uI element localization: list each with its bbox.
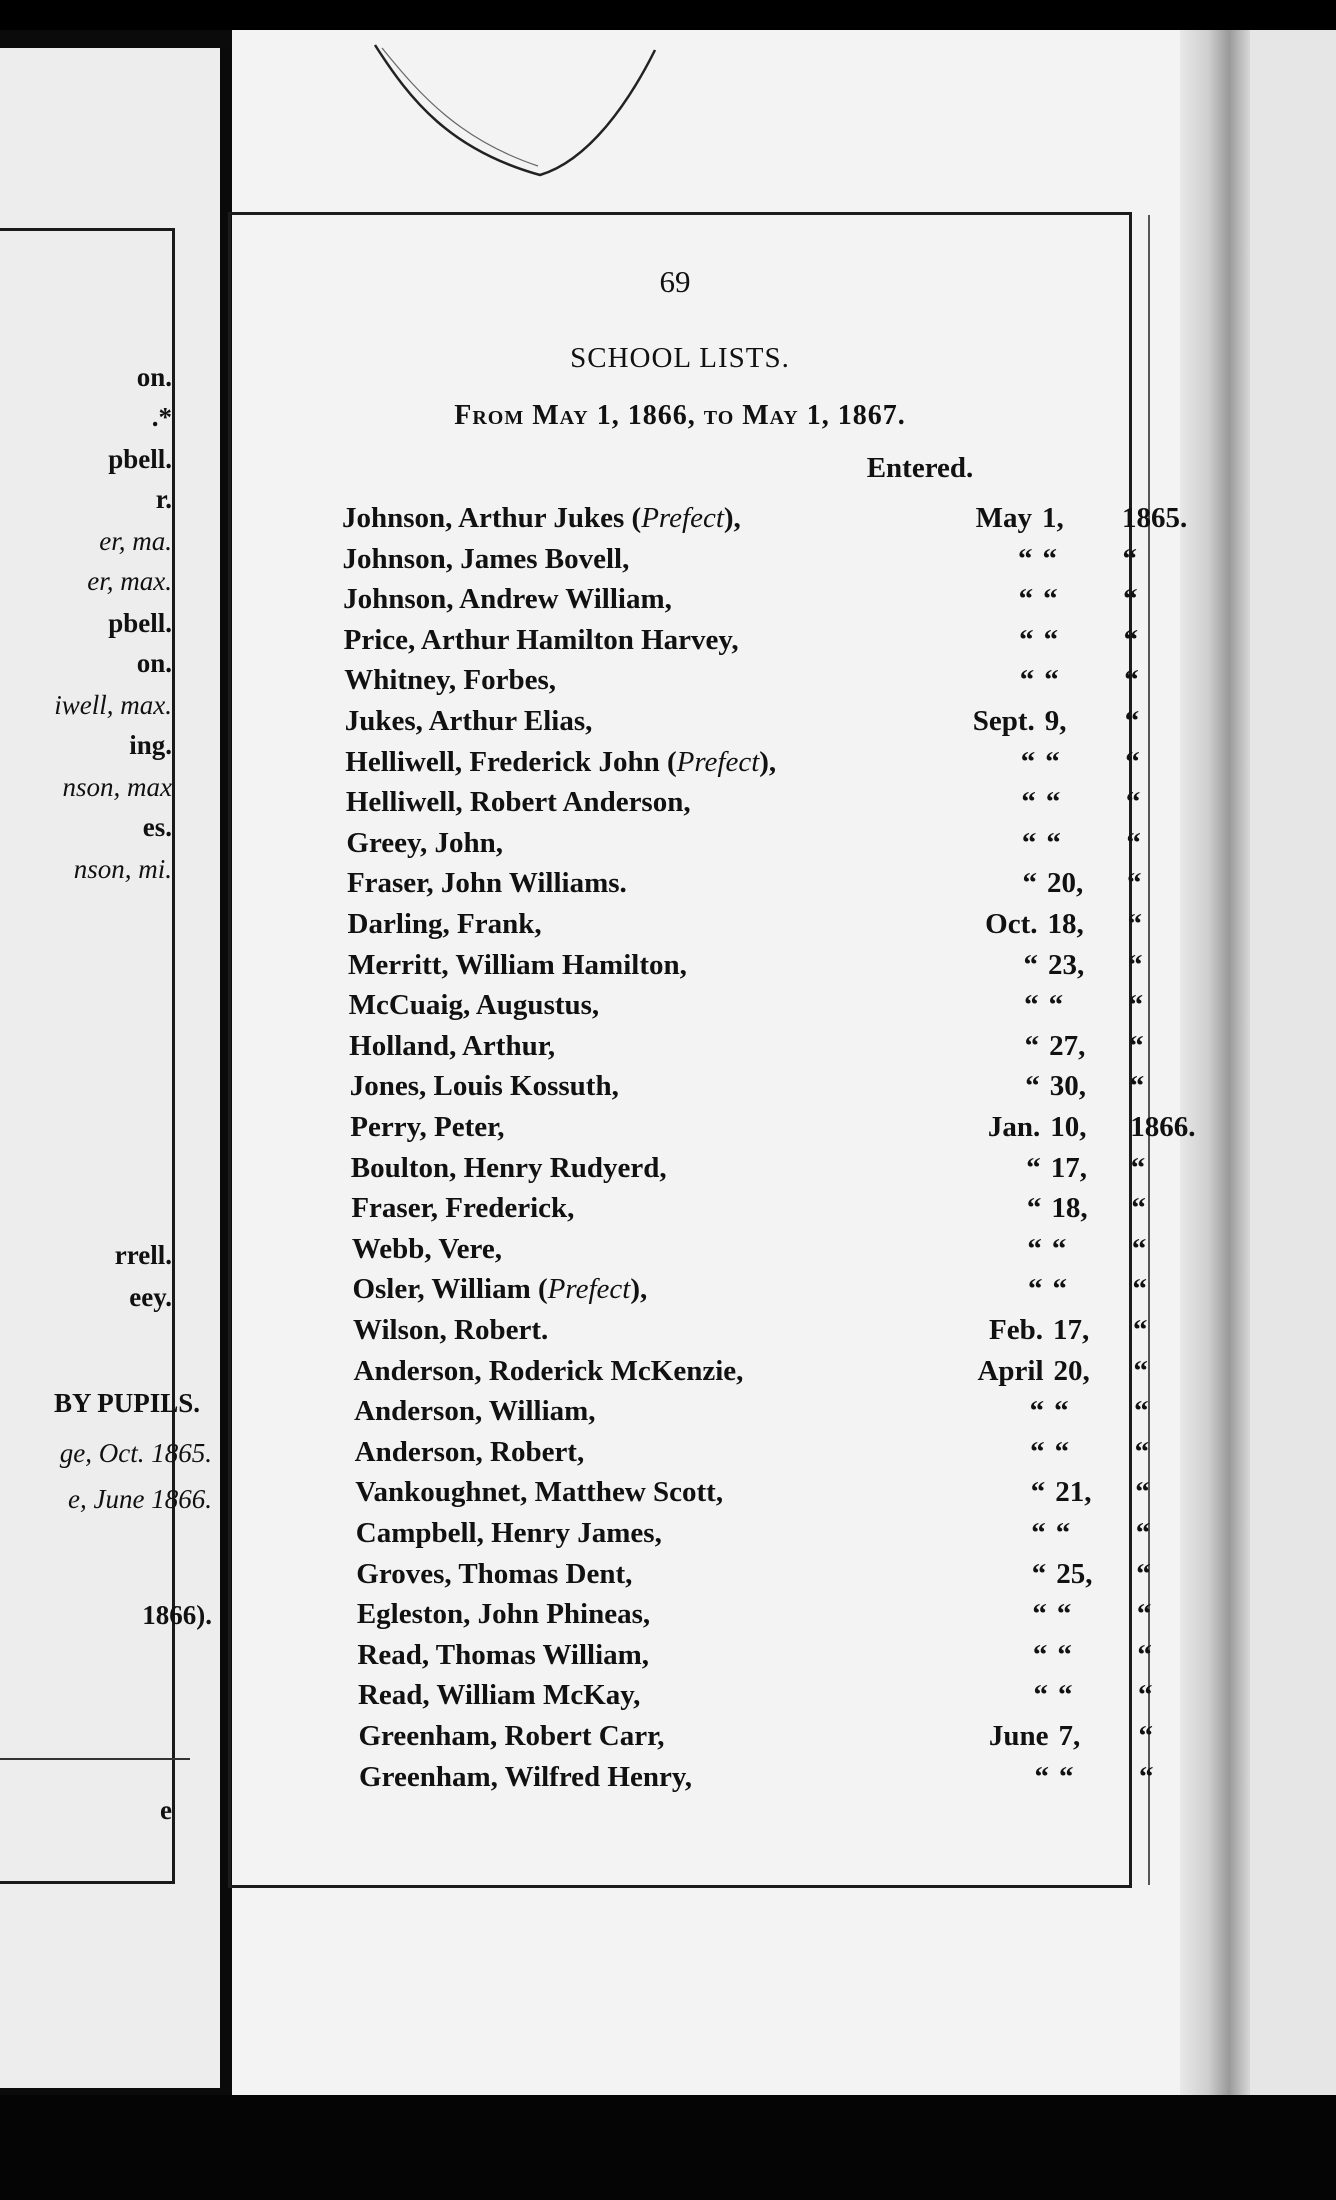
pupil-name-suffix: ), — [759, 746, 777, 778]
left-page-fragment-text: er, max. — [87, 566, 172, 596]
subtitle-from: From May — [454, 400, 589, 431]
entry-month: “ — [1021, 786, 1036, 818]
pupil-name-text: Holland, Arthur, — [349, 1030, 556, 1062]
left-page-fragment-text: rrell. — [114, 1240, 172, 1270]
entry-year: “ — [1134, 1395, 1149, 1427]
entry-day: “ — [1054, 1395, 1069, 1427]
page-subtitle — [380, 400, 980, 432]
pupil-name-text: Johnson, James Bovell, — [342, 543, 630, 575]
entry-day: 27, — [1049, 1030, 1086, 1062]
pupil-row — [349, 1030, 1249, 1070]
left-page-rule — [0, 1758, 190, 1760]
pupil-name-text: Groves, Thomas Dent, — [356, 1558, 633, 1590]
entry-day: 20, — [1046, 867, 1084, 899]
entry-day: “ — [1056, 1598, 1072, 1630]
pupil-name — [352, 1273, 647, 1306]
pupil-name-text: Osler, William ( — [352, 1273, 548, 1305]
entry-day: 9, — [1044, 705, 1067, 737]
left-page-fragment-text: pbell. — [108, 608, 172, 638]
pupil-name-text: Read, William McKay, — [357, 1679, 641, 1711]
pupil-name-text: Egleston, John Phineas, — [356, 1598, 651, 1630]
pupil-row — [356, 1558, 1256, 1598]
bookmark-ribbon — [370, 40, 670, 180]
entry-month: “ — [1032, 1639, 1048, 1671]
pupil-row — [348, 908, 1248, 948]
pupil-name-text: Campbell, Henry James, — [355, 1517, 662, 1549]
pupil-name-text: Read, Thomas William, — [357, 1639, 650, 1671]
entry-year: “ — [1133, 1355, 1149, 1387]
scan-top-border — [0, 0, 1336, 30]
pupil-name-text: Greenham, Wilfred Henry, — [359, 1761, 693, 1793]
entry-year: “ — [1137, 1679, 1153, 1711]
pupil-name — [352, 1233, 502, 1266]
subtitle-to: to May — [703, 400, 799, 431]
entry-day: “ — [1055, 1517, 1071, 1549]
pupil-name-text: Helliwell, Frederick John ( — [345, 746, 677, 778]
pupil-row — [351, 1152, 1251, 1192]
entry-month: “ — [1018, 543, 1033, 575]
pupil-name-text: McCuaig, Augustus, — [348, 989, 600, 1021]
pupil-row — [351, 1192, 1251, 1232]
left-page-fragment-text: nson, mi. — [73, 854, 172, 884]
pupil-name-text: Anderson, Roderick McKenzie, — [353, 1355, 744, 1387]
entry-year: “ — [1138, 1720, 1153, 1752]
pupil-name — [358, 1679, 640, 1712]
entry-month: “ — [1029, 1395, 1045, 1427]
entry-month: “ — [1033, 1679, 1048, 1711]
pupil-name-text: Greenham, Robert Carr, — [358, 1720, 665, 1752]
left-page-fragment-text: nson, max — [62, 772, 172, 802]
entry-day: 7, — [1058, 1720, 1081, 1752]
entry-year: “ — [1129, 1070, 1145, 1102]
entry-year: “ — [1137, 1639, 1152, 1671]
entry-year: “ — [1125, 746, 1140, 778]
left-page-fragment-text: on. — [136, 648, 172, 678]
entry-month: “ — [1031, 1558, 1047, 1590]
pupil-name-text: Darling, Frank, — [347, 908, 542, 940]
entry-day: 17, — [1050, 1152, 1088, 1184]
pupil-name — [354, 1395, 595, 1428]
entry-day: “ — [1045, 786, 1061, 818]
entry-year: “ — [1125, 786, 1141, 818]
pupil-row — [345, 705, 1245, 745]
pupil-name — [343, 583, 672, 616]
entry-month: “ — [1032, 1598, 1047, 1630]
pupil-name — [344, 664, 556, 697]
entry-month: “ — [1022, 867, 1037, 899]
pupil-row — [342, 502, 1242, 542]
pupil-name-text: Vankoughnet, Matthew Scott, — [355, 1476, 724, 1508]
entry-month: “ — [1026, 1152, 1041, 1184]
pupil-row — [349, 989, 1249, 1029]
entry-year: “ — [1130, 1152, 1146, 1184]
entry-day: 10, — [1050, 1111, 1087, 1143]
left-page-fragment-text: er, ma. — [99, 526, 172, 556]
pupil-name — [359, 1720, 665, 1753]
pupil-name — [347, 867, 627, 900]
pupil-name — [349, 989, 600, 1022]
left-page-fragment-text: iwell, max. — [54, 690, 172, 720]
subtitle-start-date: 1, 1866, — [588, 400, 704, 431]
left-page-fragment-text: pbell. — [108, 444, 172, 474]
entry-month: “ — [1018, 583, 1034, 615]
pupil-name — [351, 1152, 667, 1185]
entry-year: “ — [1123, 624, 1139, 656]
left-page-fragment-text: on. — [136, 362, 172, 392]
entry-day: “ — [1044, 664, 1059, 696]
pupil-name — [353, 1314, 548, 1347]
pupil-name — [356, 1517, 662, 1550]
pupil-name-text: Perry, Peter, — [350, 1111, 505, 1143]
entry-year: “ — [1136, 1598, 1152, 1630]
entry-month: “ — [1021, 827, 1037, 859]
page-title: SCHOOL LISTS. — [570, 342, 790, 374]
pupil-name — [343, 543, 630, 576]
entry-year: “ — [1123, 583, 1138, 615]
pupil-row — [346, 827, 1246, 867]
entered-column-header: Entered. — [866, 452, 974, 484]
entry-year: “ — [1126, 867, 1142, 899]
pupil-name — [351, 1192, 574, 1225]
pupil-name-text: Price, Arthur Hamilton Harvey, — [343, 624, 739, 656]
entry-year: “ — [1139, 1761, 1154, 1793]
pupil-name-text: Helliwell, Robert Anderson, — [345, 786, 691, 818]
pupil-name — [345, 705, 593, 738]
entry-year: “ — [1127, 908, 1142, 940]
pupil-name-text: Johnson, Andrew William, — [343, 583, 672, 615]
pupil-name — [350, 1070, 619, 1103]
pupil-row — [343, 583, 1243, 623]
entry-month: “ — [1025, 1070, 1040, 1102]
pupil-name-text: Anderson, William, — [354, 1395, 596, 1427]
pupil-row — [347, 867, 1247, 907]
pupil-name-text: Jones, Louis Kossuth, — [349, 1070, 619, 1102]
entry-month: “ — [1027, 1233, 1042, 1265]
entry-day: “ — [1048, 989, 1064, 1021]
entry-month: “ — [1027, 1273, 1043, 1305]
pupil-name — [344, 624, 739, 657]
entry-day: “ — [1051, 1233, 1067, 1265]
prefect-marker: Prefect — [547, 1273, 631, 1305]
entry-year: “ — [1126, 827, 1141, 859]
pupil-name — [348, 908, 542, 941]
entry-month: June — [988, 1720, 1049, 1752]
left-page-fragment-text: .* — [151, 402, 172, 432]
entry-year: “ — [1124, 664, 1139, 696]
subtitle-end-date: 1, 1867. — [798, 400, 906, 431]
left-page-fragment-text: e — [160, 1795, 172, 1825]
pupil-name-text: Merritt, William Hamilton, — [348, 949, 687, 981]
entry-year: “ — [1135, 1476, 1150, 1508]
entry-month: “ — [1024, 1030, 1040, 1062]
pupil-row — [344, 624, 1244, 664]
pupil-name-suffix: ), — [630, 1273, 648, 1305]
pupil-row — [354, 1355, 1254, 1395]
entry-day: “ — [1059, 1761, 1074, 1793]
pupil-name-text: Johnson, Arthur Jukes ( — [342, 502, 642, 534]
entry-day: “ — [1043, 624, 1059, 656]
pupil-name-text: Wilson, Robert. — [353, 1314, 549, 1346]
pupil-name-text: Webb, Vere, — [351, 1233, 503, 1265]
pupil-row — [353, 1314, 1253, 1354]
pupil-row — [348, 949, 1248, 989]
entry-year: “ — [1134, 1436, 1150, 1468]
entry-day: “ — [1042, 543, 1058, 575]
pupil-row — [358, 1679, 1258, 1719]
pupil-name-suffix: ), — [723, 502, 741, 534]
pupil-row — [352, 1273, 1252, 1313]
pupil-name — [355, 1436, 585, 1469]
pupil-row — [357, 1598, 1257, 1638]
pupil-row — [356, 1517, 1256, 1557]
entry-month: “ — [1023, 949, 1039, 981]
entry-day: 20, — [1053, 1355, 1090, 1387]
entry-month: Feb. — [989, 1314, 1043, 1346]
entry-year: “ — [1131, 1192, 1146, 1224]
entry-month: “ — [1030, 1436, 1045, 1468]
pupil-name — [355, 1476, 723, 1509]
pupil-name — [359, 1761, 692, 1794]
entry-day: 18, — [1051, 1192, 1088, 1224]
entry-month: Jan. — [987, 1111, 1041, 1143]
pupil-name — [354, 1355, 744, 1388]
pupil-name — [346, 786, 691, 819]
left-page-fragment-text: ge, Oct. 1865. — [59, 1438, 212, 1468]
pupil-name-text: Anderson, Robert, — [354, 1436, 585, 1468]
entry-day: 1, — [1042, 502, 1064, 534]
entry-year: 1865. — [1122, 502, 1188, 534]
pupil-name-text: Fraser, Frederick, — [351, 1192, 575, 1224]
pupil-name — [349, 1030, 555, 1063]
entry-month: “ — [1020, 746, 1036, 778]
page-margin — [1250, 30, 1336, 2095]
pupil-row — [352, 1233, 1252, 1273]
entry-month: April — [977, 1355, 1044, 1387]
entry-day: 18, — [1047, 908, 1084, 940]
left-page-fragment-text: e, June 1866. — [68, 1484, 212, 1514]
entry-day: “ — [1057, 1679, 1073, 1711]
left-page-fragment-text: BY PUPILS. — [53, 1388, 200, 1418]
pupil-row — [344, 664, 1244, 704]
scan-bottom-border — [0, 2095, 1336, 2200]
left-page-fragment — [0, 48, 220, 2088]
pupil-row — [350, 1111, 1250, 1151]
pupil-name — [348, 949, 687, 982]
pupil-name-text: Fraser, John Williams. — [346, 867, 627, 899]
left-page-fragment-text: ing. — [129, 730, 172, 760]
entry-day: “ — [1043, 583, 1058, 615]
entry-day: 17, — [1053, 1314, 1090, 1346]
pupil-name — [350, 1111, 504, 1144]
entry-year: “ — [1136, 1558, 1151, 1590]
entry-year: “ — [1129, 1030, 1144, 1062]
entry-month: “ — [1019, 664, 1035, 696]
pupil-name-text: Boulton, Henry Rudyerd, — [350, 1152, 667, 1184]
pupil-name — [345, 746, 776, 779]
entry-year: “ — [1135, 1517, 1151, 1549]
entry-year: “ — [1128, 989, 1144, 1021]
pupil-row — [357, 1639, 1257, 1679]
entry-month: “ — [1030, 1476, 1046, 1508]
entry-month: Oct. — [985, 908, 1038, 940]
left-page-frame — [0, 228, 175, 1884]
pupil-row — [350, 1070, 1250, 1110]
entry-month: “ — [1031, 1517, 1046, 1549]
pupil-row — [345, 746, 1245, 786]
pupil-row — [359, 1761, 1259, 1801]
entry-day: “ — [1045, 746, 1060, 778]
entry-month: “ — [1026, 1192, 1042, 1224]
left-page-fragment-text: r. — [155, 484, 172, 514]
pupil-name-text: Whitney, Forbes, — [344, 664, 557, 696]
pupil-name — [356, 1558, 632, 1591]
pupil-row — [343, 543, 1243, 583]
entry-month: “ — [1019, 624, 1034, 656]
pupil-row — [359, 1720, 1259, 1760]
entry-day: “ — [1054, 1436, 1070, 1468]
entry-year: “ — [1122, 543, 1138, 575]
entry-day: “ — [1052, 1273, 1067, 1305]
prefect-marker: Prefect — [676, 746, 760, 778]
entry-month: “ — [1024, 989, 1039, 1021]
entry-day: “ — [1046, 827, 1061, 859]
entry-year: “ — [1133, 1314, 1148, 1346]
page-number: 69 — [659, 264, 691, 299]
entry-month: Sept. — [972, 705, 1035, 737]
pupil-name-text: Jukes, Arthur Elias, — [344, 705, 593, 737]
left-page-fragment-text: eey. — [129, 1282, 172, 1312]
prefect-marker: Prefect — [641, 502, 724, 534]
entry-month: May — [975, 502, 1032, 534]
entry-day: 21, — [1055, 1476, 1092, 1508]
entry-month: “ — [1034, 1761, 1050, 1793]
entry-day: 25, — [1056, 1558, 1093, 1590]
pupil-row — [355, 1436, 1255, 1476]
entry-year: 1866. — [1130, 1111, 1196, 1143]
pupil-name-text: Greey, John, — [346, 827, 503, 859]
pupil-row — [346, 786, 1246, 826]
pupil-row — [354, 1395, 1254, 1435]
entry-day: 23, — [1048, 949, 1085, 981]
pupil-name — [357, 1639, 649, 1672]
pupil-name — [346, 827, 503, 860]
pupil-name — [357, 1598, 650, 1631]
entry-day: 30, — [1049, 1070, 1086, 1102]
pupil-row — [355, 1476, 1255, 1516]
pupil-name — [342, 502, 741, 535]
entry-year: “ — [1131, 1233, 1147, 1265]
entry-day: “ — [1057, 1639, 1072, 1671]
left-page-fragment-text: es. — [142, 812, 172, 842]
entry-year: “ — [1128, 949, 1143, 981]
entry-year: “ — [1124, 705, 1140, 737]
entry-year: “ — [1132, 1273, 1147, 1305]
left-page-fragment-text: 1866). — [142, 1600, 212, 1630]
